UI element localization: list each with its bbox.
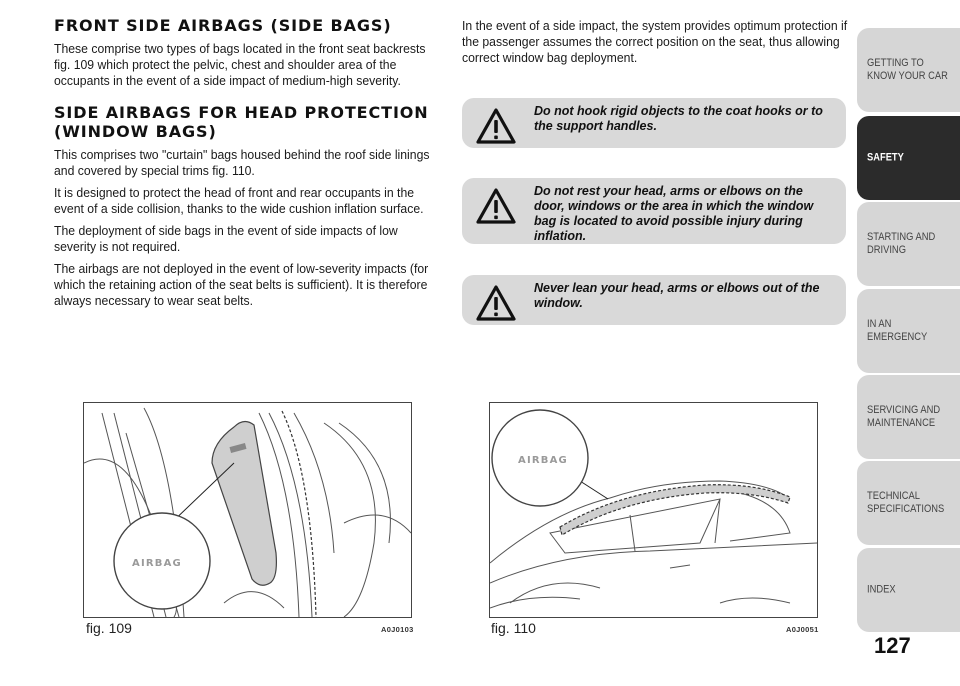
warning-text: Do not hook rigid objects to the coat hooks or to the support handles.	[534, 104, 823, 133]
tab-label: GETTING TO KNOW YOUR CAR	[867, 57, 948, 82]
warning-triangle-icon	[476, 108, 516, 144]
page-number: 127	[874, 633, 911, 658]
paragraph: In the event of a side impact, the system provides optimum protection if the passenger assumes the correct position on the seat, thus allowing correct window bag deployment.	[462, 18, 848, 65]
warning-triangle-icon	[476, 285, 516, 321]
tab-index[interactable]	[857, 548, 960, 632]
airbag-label: AIRBAG	[518, 455, 568, 466]
paragraph: The airbags are not deployed in the event of low-severity impacts (for which the retaining action of the seat belts is sufficient). It is therefore always necessary to wear seat belts.	[54, 261, 429, 308]
paragraph: This comprises two "curtain" bags housed behind the roof side linings and covered by special trims fig. 110.	[54, 147, 430, 178]
chapter-tabs	[854, 0, 960, 686]
seat-side-airbag-illustration	[84, 403, 411, 617]
tab-label: INDEX	[867, 583, 896, 596]
car-window-bag-illustration	[490, 403, 817, 617]
tab-label: SAFETY	[867, 151, 904, 164]
figure-caption: fig. 110	[491, 620, 536, 636]
tab-label: IN AN EMERGENCY	[867, 318, 928, 343]
tab-label: STARTING AND DRIVING	[867, 231, 936, 256]
paragraph: The deployment of side bags in the event of side impacts of low severity is not required.	[54, 223, 398, 254]
figure-code: A0J0051	[786, 625, 819, 634]
tab-starting-and-driving[interactable]	[857, 202, 960, 286]
tab-in-an-emergency[interactable]	[857, 289, 960, 373]
warning-box	[462, 178, 846, 244]
warning-box	[462, 275, 846, 325]
warning-text: Do not rest your head, arms or elbows on the door, windows or the area in which the window bag is located to avoid possible injury during inflation.	[534, 184, 814, 243]
warning-text: Never lean your head, arms or elbows out of the window.	[534, 281, 820, 310]
tab-technical-specifications[interactable]	[857, 461, 960, 545]
left-column	[54, 16, 442, 309]
airbag-label: AIRBAG	[132, 558, 182, 569]
tab-label: SERVICING AND MAINTENANCE	[867, 404, 941, 429]
tab-getting-to-know-your-car[interactable]	[857, 28, 960, 112]
tab-servicing-and-maintenance[interactable]	[857, 375, 960, 459]
warning-box	[462, 98, 846, 148]
section-heading-front-side-airbags: FRONT SIDE AIRBAGS (SIDE BAGS)	[54, 16, 392, 35]
figure-code: A0J0103	[381, 625, 414, 634]
tab-safety[interactable]	[857, 116, 960, 200]
figure-110-illustration	[489, 402, 818, 618]
right-column	[462, 18, 850, 66]
figure-caption: fig. 109	[86, 620, 132, 636]
tab-label: TECHNICAL SPECIFICATIONS	[867, 490, 945, 515]
figure-109-illustration	[83, 402, 412, 618]
paragraph: These comprise two types of bags located in the front seat backrests fig. 109 which protect the pelvic, chest and shoulder area of the occupants in the event of a side impact of medium-high severity.	[54, 41, 426, 88]
paragraph: It is designed to protect the head of front and rear occupants in the event of a side collision, thanks to the wide cushion inflation surface.	[54, 185, 424, 216]
section-heading-window-bags: SIDE AIRBAGS FOR HEAD PROTECTION (WINDOW BAGS)	[54, 103, 429, 141]
warning-triangle-icon	[476, 188, 516, 224]
